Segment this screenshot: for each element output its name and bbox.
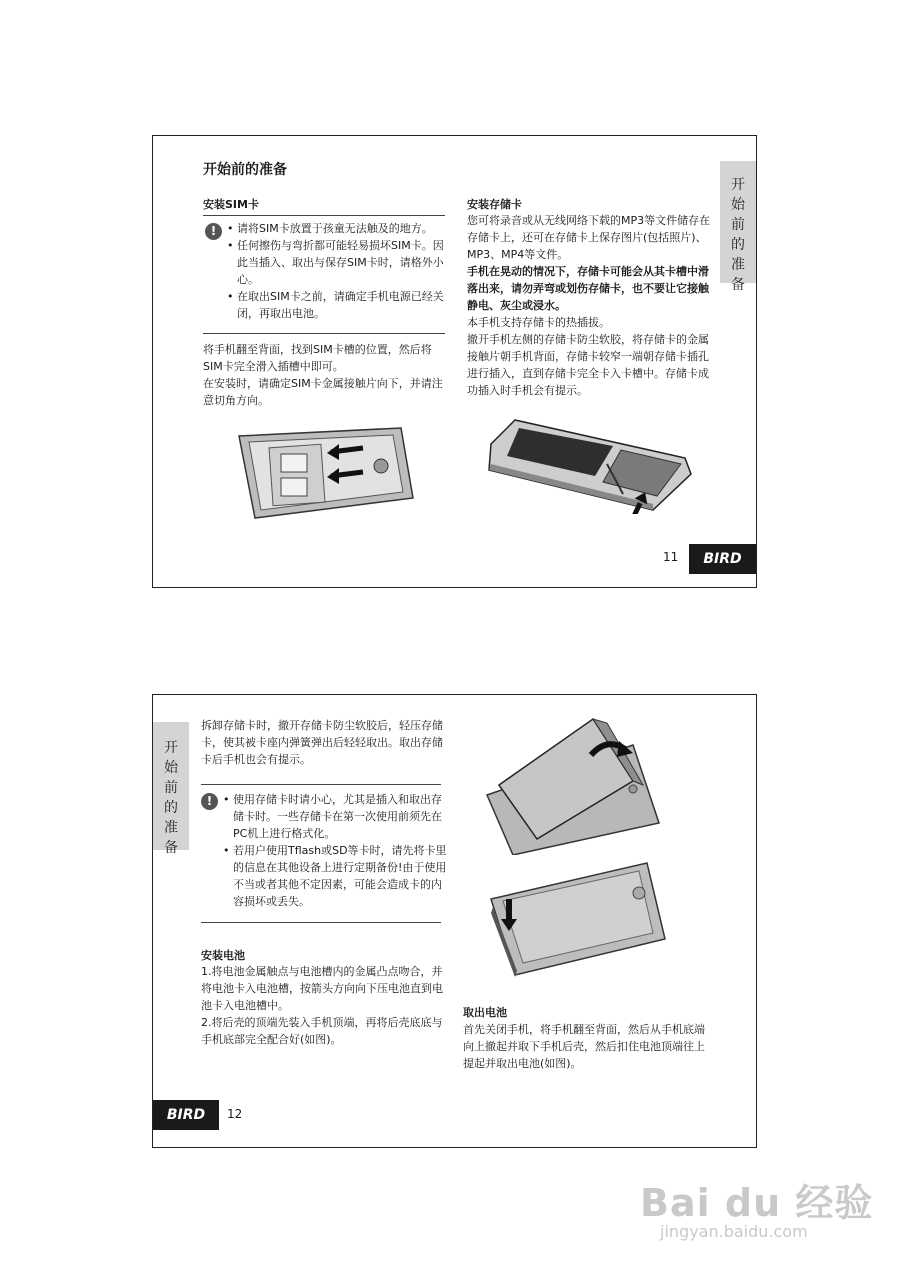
sim-notes xyxy=(227,220,449,322)
chapter-tab: 开 始 前 的 准 备 xyxy=(720,161,756,283)
manual-page-11 xyxy=(152,135,757,588)
page-title: 开始前的准备 xyxy=(203,162,287,178)
bird-logo: BIRD xyxy=(153,1100,219,1130)
sim-install-illustration xyxy=(231,426,421,522)
card-note: • 若用户使用Tflash或SD等卡时，请先将卡里的信息在其他设备上进行定期备份!由于使用不当或者其他不定因素，可能会造成卡的内容损坏或丢失。 xyxy=(223,842,449,910)
back-cover-illustration xyxy=(483,715,663,855)
baidu-watermark-url: jingyan.baidu.com xyxy=(660,1222,808,1241)
remove-battery-text: 首先关闭手机，将手机翻至背面，然后从手机底端向上撤起并取下手机后壳，然后扣住电池顶端往上提起并取出电池(如图)。 xyxy=(463,1023,705,1070)
battery-steps xyxy=(201,963,445,1048)
memory-paragraph: 撤开手机左侧的存储卡防尘软胶，将存储卡的金属接触片朝手机背面，存储卡较窄一端朝存储卡插孔进行插入，直到存储卡完全卡入卡槽中。存储卡成功插入时手机会有提示。 xyxy=(467,333,709,397)
chapter-tab: 开 始 前 的 准 备 xyxy=(153,722,189,850)
divider xyxy=(203,215,445,216)
divider xyxy=(201,784,441,785)
sim-note: • 任何擦伤与弯折都可能轻易损坏SIM卡。因此当插入、取出与保存SIM卡时，请格外小心。 xyxy=(227,237,449,288)
sim-body-paragraph: 在安装时，请确定SIM卡金属接触片向下，并请注意切角方向。 xyxy=(203,377,443,407)
baidu-watermark-logo: Bai du 经验 xyxy=(640,1181,874,1225)
battery-heading: 安装电池 xyxy=(201,949,245,962)
warning-icon: ! xyxy=(201,793,218,810)
battery-illustration xyxy=(489,859,667,979)
remove-card-text: 拆卸存储卡时，撤开存储卡防尘软胶后，轻压存储卡，使其被卡座内弹簧弹出后轻轻取出。取出存储卡后手机也会有提示。 xyxy=(201,719,443,766)
manual-page-12 xyxy=(152,694,757,1148)
battery-step: 1.将电池金属触点与电池槽内的金属凸点吻合，并将电池卡入电池槽，按箭头方向向下压电池直到电池卡入电池槽中。 xyxy=(201,965,443,1012)
memory-paragraph: 您可将录音或从无线网络下载的MP3等文件储存在存储卡上，还可在存储卡上保存图片(包括照片)、MP3、MP4等文件。 xyxy=(467,214,711,261)
divider xyxy=(203,333,445,334)
sim-body-paragraph: 将手机翻至背面，找到SIM卡槽的位置，然后将SIM卡完全滑入插槽中即可。 xyxy=(203,343,432,373)
sim-note: • 请将SIM卡放置于孩童无法触及的地方。 xyxy=(227,220,449,237)
memory-body xyxy=(467,212,713,399)
bird-logo: BIRD xyxy=(689,544,756,574)
remove-battery-heading: 取出电池 xyxy=(463,1006,507,1019)
divider xyxy=(201,922,441,923)
page-number: 12 xyxy=(227,1107,243,1121)
memory-card-illustration xyxy=(485,414,695,514)
memory-paragraph: 本手机支持存储卡的热插拔。 xyxy=(467,316,610,329)
sim-heading: 安装SIM卡 xyxy=(203,198,259,211)
memory-warning: 手机在晃动的情况下，存储卡可能会从其卡槽中滑落出来，请勿弄弯或划伤存储卡，也不要让它接触静电、灰尘或浸水。 xyxy=(467,265,709,312)
page-number: 11 xyxy=(663,550,679,564)
card-note: • 使用存储卡时请小心，尤其是插入和取出存储卡时。一些存储卡在第一次使用前须先在PC机上进行格式化。 xyxy=(223,791,449,842)
warning-icon: ! xyxy=(205,223,222,240)
sim-body xyxy=(203,341,447,409)
sim-note: • 在取出SIM卡之前，请确定手机电源已经关闭，再取出电池。 xyxy=(227,288,449,322)
card-notes xyxy=(223,791,449,910)
battery-step: 2.将后壳的顶端先装入手机顶端，再将后壳底底与手机底部完全配合好(如图)。 xyxy=(201,1016,443,1046)
memory-heading: 安装存储卡 xyxy=(467,198,522,211)
